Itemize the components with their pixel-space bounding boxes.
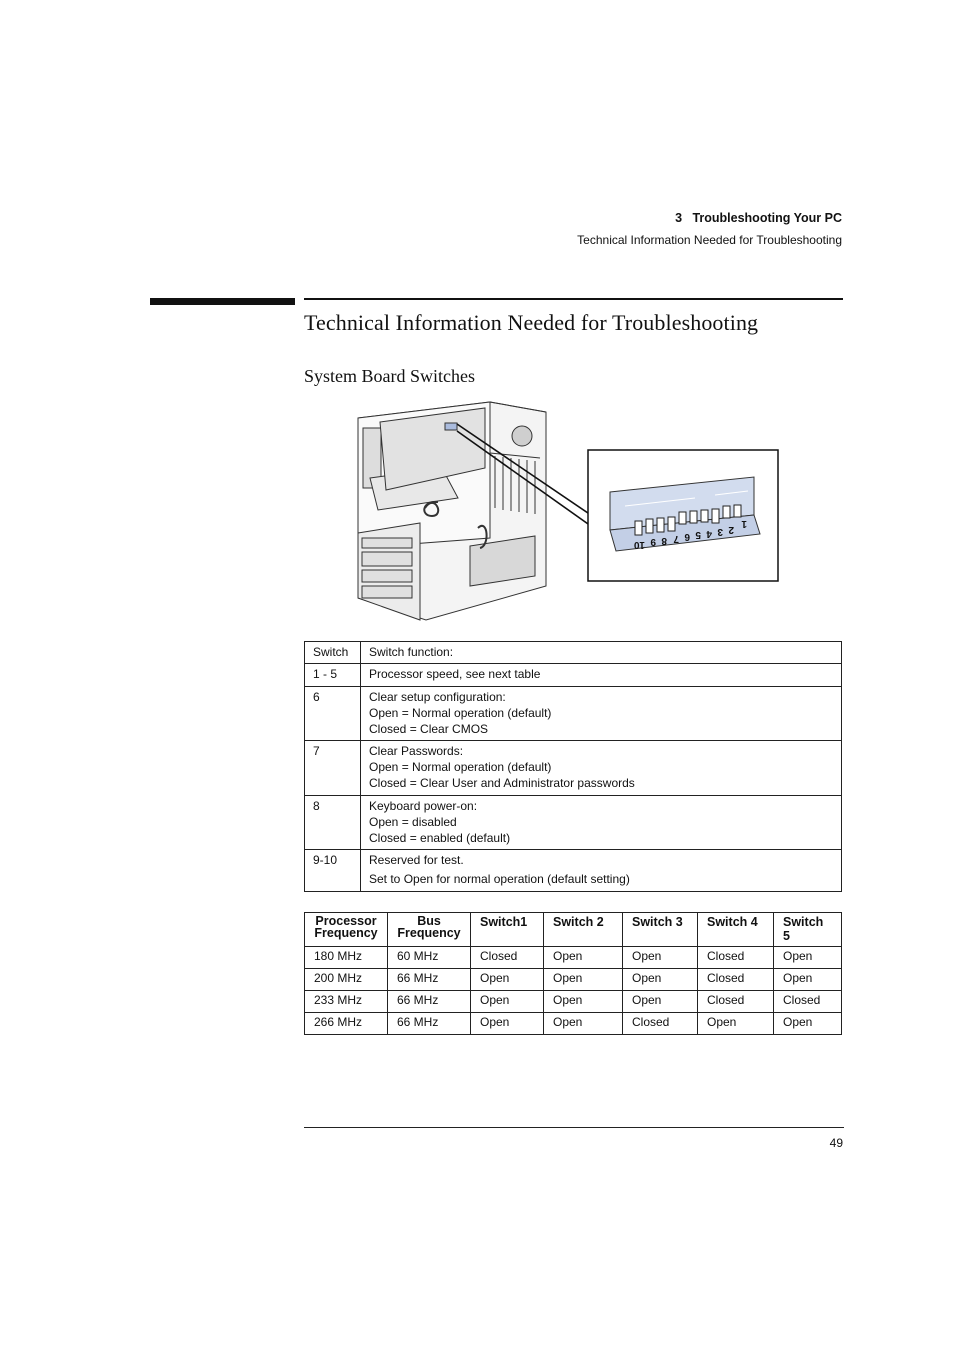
function-line: Closed = enabled (default) — [369, 831, 511, 845]
switch-cell: 8 — [305, 796, 361, 850]
switch-number-label: 7 — [673, 533, 679, 544]
page-number: 49 — [829, 1136, 843, 1150]
switch-number-label: 1 — [741, 518, 747, 529]
table-header-row — [305, 642, 842, 664]
header-line: Bus — [417, 914, 441, 928]
table-cell: Open — [544, 969, 623, 991]
header-cell-switch-5: Switch 5 — [774, 913, 842, 947]
pc-chassis-illustration — [358, 402, 546, 620]
function-cell — [361, 741, 842, 796]
table-cell: Closed — [623, 1013, 698, 1035]
header-cell-switch-4: Switch 4 — [698, 913, 774, 947]
function-line: Set to Open for normal operation (default setting) — [369, 872, 630, 886]
function-line: Keyboard power-on: — [369, 799, 478, 813]
function-line: Closed = Clear CMOS — [369, 722, 489, 736]
table-row — [305, 969, 842, 991]
switch-cell: 9-10 — [305, 850, 361, 892]
table-cell: 233 MHz — [305, 991, 388, 1013]
section-title: System Board Switches — [304, 366, 475, 386]
table-cell: Open — [471, 969, 544, 991]
function-cell — [361, 850, 842, 892]
function-line: Processor speed, see next table — [369, 667, 541, 681]
table-cell: Open — [544, 1013, 623, 1035]
table-cell: 180 MHz — [305, 947, 388, 969]
header-cell-switch-3: Switch 3 — [623, 913, 698, 947]
table-cell: Open — [471, 991, 544, 1013]
running-header-section: Technical Information Needed for Troubleshooting — [577, 233, 842, 247]
running-header — [577, 207, 842, 251]
header-cell-switch-1: Switch1 — [471, 913, 544, 947]
system-board-figure — [350, 398, 790, 624]
switch-function-table — [304, 641, 842, 892]
switch-cell: 1 - 5 — [305, 664, 361, 687]
table-cell: Closed — [698, 991, 774, 1013]
running-header-chapter: 3 Troubleshooting Your PC — [675, 211, 842, 225]
table-cell: Open — [544, 991, 623, 1013]
header-cell-switch: Switch — [305, 642, 361, 664]
footer-rule — [304, 1127, 844, 1128]
table-cell: Open — [774, 969, 842, 991]
table-cell: Closed — [471, 947, 544, 969]
switch-number-label: 6 — [684, 531, 690, 542]
table-cell: 266 MHz — [305, 1013, 388, 1035]
header-cell-function: Switch function: — [361, 642, 842, 664]
header-cell-switch-2: Switch 2 — [544, 913, 623, 947]
function-line: Open = Normal operation (default) — [369, 760, 552, 774]
table-cell: Closed — [774, 991, 842, 1013]
function-cell — [361, 796, 842, 850]
switch-number-label: 3 — [717, 526, 723, 537]
table-row — [305, 991, 842, 1013]
header-cell-bus-frequency — [388, 913, 471, 947]
processor-frequency-table — [304, 912, 842, 1035]
table-row — [305, 664, 842, 687]
switch-number-label: 4 — [706, 528, 712, 539]
function-line: Reserved for test. — [369, 853, 464, 867]
table-row — [305, 741, 842, 796]
table-cell: Open — [698, 1013, 774, 1035]
table-cell: 200 MHz — [305, 969, 388, 991]
function-cell — [361, 687, 842, 741]
table-cell: Open — [544, 947, 623, 969]
table-cell: Closed — [698, 969, 774, 991]
table-row — [305, 687, 842, 741]
page-title: Technical Information Needed for Troubleshooting — [304, 310, 759, 335]
header-line: Frequency — [314, 926, 378, 940]
table-cell: 66 MHz — [388, 991, 471, 1013]
table-cell: Open — [774, 1013, 842, 1035]
table-cell: 66 MHz — [388, 1013, 471, 1035]
function-line: Clear setup configuration: — [369, 690, 506, 704]
table-cell: 66 MHz — [388, 969, 471, 991]
header-cell-processor-frequency — [305, 913, 388, 947]
header-line: Frequency — [397, 926, 461, 940]
section-rule-thick — [150, 298, 295, 305]
table-row — [305, 1013, 842, 1035]
switch-number-label: 10 — [633, 539, 645, 550]
section-rule-thin — [304, 298, 843, 300]
function-line: Closed = Clear User and Administrator passwords — [369, 776, 635, 790]
function-cell — [361, 664, 842, 687]
table-cell: 60 MHz — [388, 947, 471, 969]
table-cell: Closed — [698, 947, 774, 969]
table-cell: Open — [774, 947, 842, 969]
function-line: Open = disabled — [369, 815, 457, 829]
switch-number-label: 2 — [728, 524, 734, 535]
switch-cell: 7 — [305, 741, 361, 796]
table-row — [305, 796, 842, 850]
table-row — [305, 850, 842, 892]
switch-cell: 6 — [305, 687, 361, 741]
table-row — [305, 947, 842, 969]
table-cell: Open — [623, 991, 698, 1013]
table-header-row — [305, 913, 842, 947]
function-line: Open = Normal operation (default) — [369, 706, 552, 720]
switch-number-label: 9 — [650, 536, 656, 547]
table-cell: Open — [623, 947, 698, 969]
table-cell: Open — [623, 969, 698, 991]
switch-number-label: 8 — [661, 535, 667, 546]
switch-number-label: 5 — [695, 529, 701, 540]
table-cell: Open — [471, 1013, 544, 1035]
function-line: Clear Passwords: — [369, 744, 464, 758]
header-line: Processor — [315, 914, 377, 928]
